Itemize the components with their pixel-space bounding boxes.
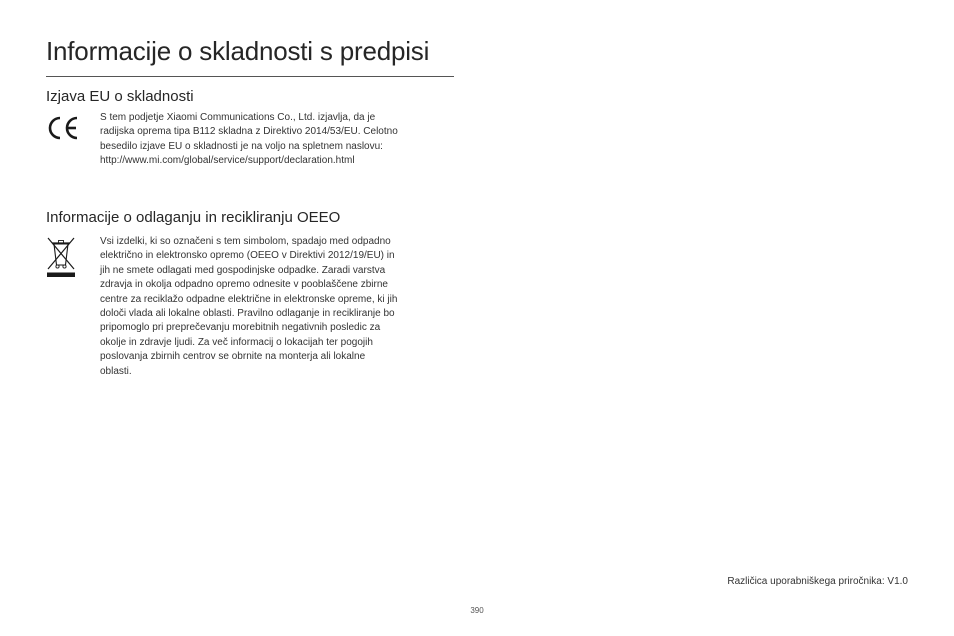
weee-line: električno in elektronsko opremo (OEEO v Direktivi 2012/19/EU) in bbox=[100, 250, 395, 262]
eu-declaration-heading: Izjava EU o skladnosti bbox=[46, 88, 194, 105]
eu-declaration-text bbox=[100, 111, 455, 169]
weee-line: Vsi izdelki, ki so označeni s tem simbolom, spadajo med odpadno bbox=[100, 236, 391, 247]
version-note: Različica uporabniškega priročnika: V1.0 bbox=[727, 576, 908, 587]
eu-declaration-line: S tem podjetje Xiaomi Communications Co., Ltd. izjavlja, da je bbox=[100, 112, 376, 123]
weee-line: določi vlada ali lokalne oblasti. Pravilno odlaganje in recikliranje bo bbox=[100, 308, 395, 320]
title-divider bbox=[46, 76, 454, 77]
weee-line: poslovanja zbirnih centrov se obrnite na monterja ali lokalne bbox=[100, 351, 366, 363]
crossed-out-bin-icon bbox=[46, 235, 76, 279]
weee-line: zdravja in okolja odpadno opremo odnesite v pooblaščene zbirne bbox=[100, 279, 388, 291]
declaration-url: http://www.mi.com/global/service/support/declaration.html bbox=[100, 155, 355, 167]
eu-declaration-line: besedilo izjave EU o skladnosti je na voljo na spletnem naslovu: bbox=[100, 140, 383, 152]
weee-text bbox=[100, 235, 455, 379]
page-number: 390 bbox=[470, 606, 484, 615]
weee-heading: Informacije o odlaganju in recikliranju OEEO bbox=[46, 209, 341, 226]
weee-line: centre za reciklažo odpadne električne in elektronske opreme, ki jih bbox=[100, 293, 398, 305]
eu-declaration-line: radijska oprema tipa B112 skladna z Direktivo 2014/53/EU. Celotno bbox=[100, 126, 398, 138]
ce-mark-icon bbox=[46, 115, 80, 141]
weee-line: pripomoglo pri preprečevanju morebitnih negativnih posledic za bbox=[100, 322, 381, 334]
page-title: Informacije o skladnosti s predpisi bbox=[46, 36, 430, 66]
weee-line: oblasti. bbox=[100, 365, 132, 377]
weee-line: okolje in zdravje ljudi. Za več informacij o lokacijah ter pogojih bbox=[100, 336, 373, 348]
weee-line: jih ne smete odlagati med gospodinjske odpadke. Zaradi varstva bbox=[100, 264, 386, 276]
